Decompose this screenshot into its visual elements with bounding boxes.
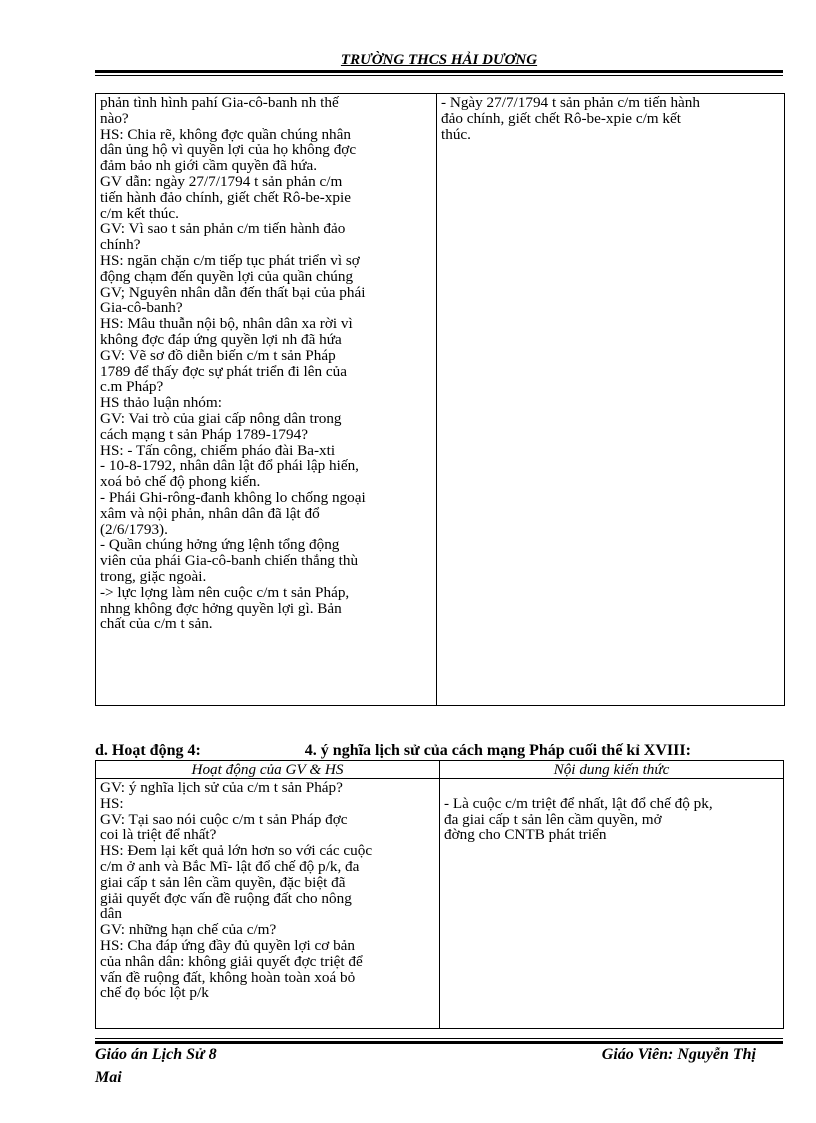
text-line: GV: Vẽ sơ đồ diễn biến c/m t sản Pháp xyxy=(100,346,336,364)
text-line: giải quyết đợc vấn đề ruộng đất cho nông xyxy=(100,889,352,907)
activity-label: d. Hoạt động 4: xyxy=(95,742,201,759)
knowledge-text xyxy=(444,780,779,843)
text-line: GV; Nguyên nhân dẫn đến thất bại của phái xyxy=(100,283,366,301)
text-line: GV: Vì sao t sản phản c/m tiến hành đảo xyxy=(100,220,346,238)
footer-rule-thin xyxy=(95,1038,783,1039)
text-line: GV: Tại sao nói cuộc c/m t sản Pháp đợc xyxy=(100,810,348,828)
text-line: đờng cho CNTB phát triển xyxy=(444,826,607,844)
text-line: - Quần chúng hởng ứng lệnh tổng động xyxy=(100,536,340,554)
text-line: 1789 để thấy đợc sự phát triển đi lên của xyxy=(100,362,347,380)
text-line: GV: Vai trò của giai cấp nông dân trong xyxy=(100,409,342,427)
header-activity: Hoạt động của GV & HS xyxy=(96,761,440,779)
text-line: phản tình hình pahí Gia-cô-banh nh thế xyxy=(100,94,339,111)
table-row xyxy=(96,779,784,1029)
text-line: HS: ngăn chặn c/m tiếp tục phát triển vì sợ xyxy=(100,251,360,269)
header-knowledge: Nội dung kiến thức xyxy=(440,761,784,779)
text-line: đa giai cấp t sản lên cầm quyền, mở xyxy=(444,810,662,828)
activity-text xyxy=(100,780,435,1001)
text-line: HS: xyxy=(100,794,124,812)
table-row xyxy=(96,94,785,706)
page-header-school: TRƯỜNG THCS HẢI DƯƠNG xyxy=(340,52,538,68)
text-line: nhng không đợc hởng quyền lợi gì. Bản xyxy=(100,599,342,617)
text-line: của nhân dân: không giải quyết đợc triệt để xyxy=(100,952,363,970)
text-line: viên của phái Gia-cô-banh chiến thắng thù xyxy=(100,552,359,570)
text-line: đảo chính, giết chết Rô-be-xpie c/m kết xyxy=(441,109,681,127)
section-heading xyxy=(95,742,691,760)
text-line: -> lực lợng làm nên cuộc c/m t sản Pháp, xyxy=(100,583,350,601)
text-line: dân xyxy=(100,905,122,923)
text-line: GV: những hạn chế của c/m? xyxy=(100,921,277,939)
text-line: HS thảo luận nhóm: xyxy=(100,394,222,412)
text-line: đảm bảo nh giới cầm quyền đã hứa. xyxy=(100,157,318,175)
text-line: HS: Cha đáp ứng đầy đủ quyền lợi cơ bản xyxy=(100,936,356,954)
knowledge-cell xyxy=(437,94,785,706)
footer-teacher: Giáo Viên: Nguyễn Thị xyxy=(601,1046,756,1063)
text-line: trong, giặc ngoài. xyxy=(100,567,207,585)
footer-teacher-name-cont: Mai xyxy=(95,1069,122,1086)
text-line: c/m ở anh và Bắc Mĩ- lật đổ chế độ p/k, đa xyxy=(100,857,360,875)
header-rule-thin xyxy=(95,75,783,76)
text-line: vấn đề ruộng đất, không hoàn toàn xoá bỏ xyxy=(100,968,356,986)
header-rule-thick xyxy=(95,70,783,73)
text-line: GV dẫn: ngày 27/7/1794 t sản phản c/m xyxy=(100,172,343,190)
text-line: c/m kết thúc. xyxy=(100,204,179,222)
lesson-table-significance xyxy=(95,760,784,1029)
text-line: Gia-cô-banh? xyxy=(100,299,183,317)
text-line: xâm và nội phản, nhân dân đã lật đổ xyxy=(100,504,320,522)
text-line: chế đọ bóc lột p/k xyxy=(100,984,209,1002)
text-line: HS: Đem lại kết quả lớn hơn so với các cuộc xyxy=(100,842,373,860)
text-line: cách mạng t sản Pháp 1789-1794? xyxy=(100,425,308,443)
text-line xyxy=(444,780,779,796)
footer-course-title: Giáo án Lịch Sử 8 xyxy=(95,1046,217,1063)
knowledge-cell xyxy=(440,779,784,1029)
knowledge-text xyxy=(441,95,780,142)
lesson-table-continued xyxy=(95,93,785,706)
table-header-row xyxy=(96,761,784,779)
text-line: nào? xyxy=(100,109,129,127)
text-line: - Phái Ghi-rông-đanh không lo chống ngoại xyxy=(100,488,366,506)
text-line: coi là triệt để nhất? xyxy=(100,826,217,844)
activity-cell xyxy=(96,94,437,706)
text-line: - 10-8-1792, nhân dân lật đổ phái lập hiến, xyxy=(100,457,359,475)
text-line: dân ủng hộ vì quyền lợi của họ không đợc xyxy=(100,141,357,159)
text-line: chất của c/m t sản. xyxy=(100,615,213,633)
activity-text xyxy=(100,95,432,632)
text-line: xoá bỏ chế độ phong kiến. xyxy=(100,473,261,491)
text-line: c.m Pháp? xyxy=(100,378,164,396)
activity-cell xyxy=(96,779,440,1029)
text-line: động chạm đến quyền lợi của quần chúng xyxy=(100,267,354,285)
text-line: tiến hành đảo chính, giết chết Rô-be-xpie xyxy=(100,188,351,206)
text-line: - Là cuộc c/m triệt để nhất, lật đổ chế độ pk, xyxy=(444,794,713,812)
text-line: giai cấp t sản lên cầm quyền, đặc biệt đã xyxy=(100,873,346,891)
text-line: GV: ý nghĩa lịch sử của c/m t sản Pháp? xyxy=(100,779,343,796)
text-line: (2/6/1793). xyxy=(100,520,168,538)
footer-course xyxy=(95,1043,217,1089)
text-line: - Ngày 27/7/1794 t sản phản c/m tiến hành xyxy=(441,94,700,111)
text-line: HS: Mâu thuẫn nội bộ, nhân dân xa rời vì xyxy=(100,315,353,333)
section-title-text: 4. ý nghĩa lịch sử của cách mạng Pháp cuối thế kỉ XVIII: xyxy=(304,742,691,759)
text-line: thúc. xyxy=(441,125,471,143)
text-line: HS: Chia rẽ, không đợc quần chúng nhân xyxy=(100,125,351,143)
text-line: không đợc đáp ứng quyền lợi nh đã hứa xyxy=(100,330,342,348)
text-line: HS: - Tấn công, chiếm pháo đài Ba-xti xyxy=(100,441,336,459)
text-line: chính? xyxy=(100,236,141,254)
